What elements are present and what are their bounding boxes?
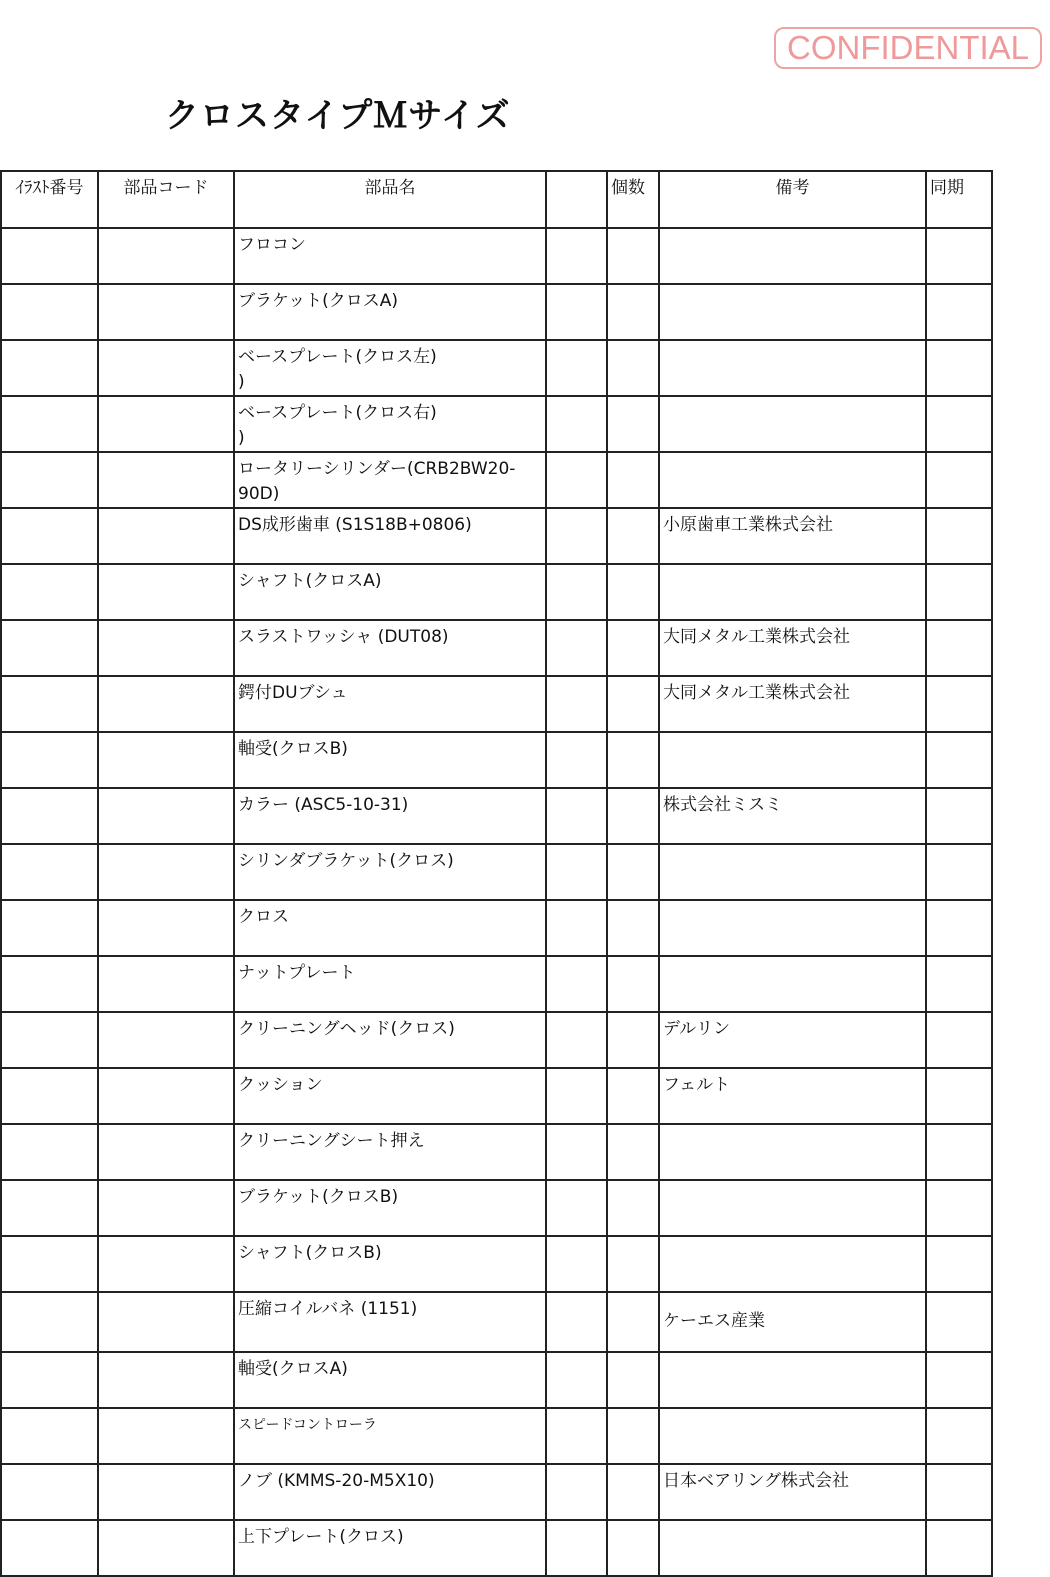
part-code-cell — [98, 1012, 234, 1068]
part-name-cell: 上下プレート(クロス) — [234, 1520, 546, 1576]
table-row — [1, 1124, 992, 1180]
qty-cell — [607, 1180, 659, 1236]
header-part-name: 部品名 — [234, 171, 546, 228]
part-code-cell — [98, 340, 234, 396]
illust-no-cell — [1, 396, 98, 452]
part-code-cell — [98, 1408, 234, 1464]
header-illust-no: ｲﾗｽﾄ番号 — [1, 171, 98, 228]
part-code-cell — [98, 228, 234, 284]
part-name-cell: クリーニングシート押え — [234, 1124, 546, 1180]
part-name-cell: ロータリーシリンダー(CRB2BW20-90D) — [234, 452, 546, 508]
part-code-cell — [98, 732, 234, 788]
remarks-cell: フェルト — [659, 1068, 926, 1124]
part-code-cell — [98, 1520, 234, 1576]
qty-cell — [607, 1464, 659, 1520]
remarks-cell — [659, 284, 926, 340]
qty-cell — [607, 564, 659, 620]
sync-cell — [926, 452, 992, 508]
remarks-cell — [659, 844, 926, 900]
confidential-stamp: CONFIDENTIAL — [774, 27, 1042, 69]
part-name-cell: クッション — [234, 1068, 546, 1124]
illust-no-cell — [1, 508, 98, 564]
illust-no-cell — [1, 284, 98, 340]
table-row — [1, 564, 992, 620]
sync-cell — [926, 620, 992, 676]
blank-cell — [546, 1464, 607, 1520]
illust-no-cell — [1, 676, 98, 732]
qty-cell — [607, 956, 659, 1012]
sync-cell — [926, 1520, 992, 1576]
remarks-cell — [659, 1124, 926, 1180]
blank-cell — [546, 956, 607, 1012]
illust-no-cell — [1, 1408, 98, 1464]
remarks-cell: 大同メタル工業株式会社 — [659, 676, 926, 732]
table-row — [1, 620, 992, 676]
illust-no-cell — [1, 1352, 98, 1408]
sync-cell — [926, 956, 992, 1012]
blank-cell — [546, 564, 607, 620]
blank-cell — [546, 1292, 607, 1352]
illust-no-cell — [1, 1124, 98, 1180]
illust-no-cell — [1, 620, 98, 676]
part-name-cell: ブラケット(クロスB) — [234, 1180, 546, 1236]
illust-no-cell — [1, 1236, 98, 1292]
sync-cell — [926, 1292, 992, 1352]
illust-no-cell — [1, 564, 98, 620]
part-code-cell — [98, 844, 234, 900]
table-row — [1, 1180, 992, 1236]
sync-cell — [926, 788, 992, 844]
table-row — [1, 284, 992, 340]
blank-cell — [546, 284, 607, 340]
qty-cell — [607, 1236, 659, 1292]
blank-cell — [546, 1068, 607, 1124]
qty-cell — [607, 844, 659, 900]
table-row — [1, 1408, 992, 1464]
part-name-cell: スラストワッシャ (DUT08) — [234, 620, 546, 676]
part-name-cell: ナットプレート — [234, 956, 546, 1012]
blank-cell — [546, 1520, 607, 1576]
qty-cell — [607, 284, 659, 340]
table-row — [1, 1012, 992, 1068]
part-code-cell — [98, 900, 234, 956]
qty-cell — [607, 1292, 659, 1352]
header-blank — [546, 171, 607, 228]
parts-table-body — [1, 228, 992, 1576]
qty-cell — [607, 396, 659, 452]
illust-no-cell — [1, 788, 98, 844]
remarks-cell: 日本ベアリング株式会社 — [659, 1464, 926, 1520]
part-code-cell — [98, 1068, 234, 1124]
qty-cell — [607, 788, 659, 844]
remarks-cell — [659, 564, 926, 620]
part-name-cell: 鍔付DUブシュ — [234, 676, 546, 732]
blank-cell — [546, 788, 607, 844]
qty-cell — [607, 1124, 659, 1180]
part-name-cell: クロス — [234, 900, 546, 956]
illust-no-cell — [1, 1180, 98, 1236]
part-code-cell — [98, 1352, 234, 1408]
remarks-cell: 株式会社ミスミ — [659, 788, 926, 844]
blank-cell — [546, 1124, 607, 1180]
sync-cell — [926, 1124, 992, 1180]
sync-cell — [926, 1352, 992, 1408]
illust-no-cell — [1, 1292, 98, 1352]
remarks-cell — [659, 1352, 926, 1408]
qty-cell — [607, 508, 659, 564]
illust-no-cell — [1, 732, 98, 788]
sync-cell — [926, 1236, 992, 1292]
blank-cell — [546, 844, 607, 900]
qty-cell — [607, 900, 659, 956]
part-code-cell — [98, 788, 234, 844]
qty-cell — [607, 1068, 659, 1124]
blank-cell — [546, 1408, 607, 1464]
table-row — [1, 844, 992, 900]
part-name-cell: 軸受(クロスB) — [234, 732, 546, 788]
remarks-cell — [659, 452, 926, 508]
part-name-cell: 圧縮コイルバネ (1151) — [234, 1292, 546, 1352]
part-name-cell: スピードコントローラ — [234, 1408, 546, 1464]
sync-cell — [926, 1464, 992, 1520]
table-row — [1, 1236, 992, 1292]
remarks-cell — [659, 228, 926, 284]
part-name-cell: シャフト(クロスB) — [234, 1236, 546, 1292]
blank-cell — [546, 676, 607, 732]
table-row — [1, 508, 992, 564]
header-qty: 個数 — [607, 171, 659, 228]
blank-cell — [546, 620, 607, 676]
illust-no-cell — [1, 844, 98, 900]
table-row — [1, 1292, 992, 1352]
remarks-cell — [659, 1180, 926, 1236]
part-code-cell — [98, 620, 234, 676]
table-row — [1, 788, 992, 844]
blank-cell — [546, 1012, 607, 1068]
blank-cell — [546, 228, 607, 284]
remarks-cell: 大同メタル工業株式会社 — [659, 620, 926, 676]
part-code-cell — [98, 452, 234, 508]
blank-cell — [546, 1352, 607, 1408]
sync-cell — [926, 396, 992, 452]
sync-cell — [926, 508, 992, 564]
part-code-cell — [98, 284, 234, 340]
table-row — [1, 340, 992, 396]
illust-no-cell — [1, 340, 98, 396]
header-sync: 同期 — [926, 171, 992, 228]
part-code-cell — [98, 396, 234, 452]
qty-cell — [607, 620, 659, 676]
qty-cell — [607, 732, 659, 788]
remarks-cell — [659, 1408, 926, 1464]
part-name-cell: DS成形歯車 (S1S18B+0806) — [234, 508, 546, 564]
qty-cell — [607, 340, 659, 396]
part-name-cell: 軸受(クロスA) — [234, 1352, 546, 1408]
table-row — [1, 956, 992, 1012]
sync-cell — [926, 340, 992, 396]
remarks-cell: デルリン — [659, 1012, 926, 1068]
qty-cell — [607, 228, 659, 284]
remarks-cell — [659, 396, 926, 452]
illust-no-cell — [1, 1520, 98, 1576]
blank-cell — [546, 1180, 607, 1236]
sync-cell — [926, 1180, 992, 1236]
sync-cell — [926, 1408, 992, 1464]
table-row — [1, 396, 992, 452]
table-row — [1, 228, 992, 284]
remarks-cell — [659, 340, 926, 396]
remarks-cell: 小原歯車工業株式会社 — [659, 508, 926, 564]
blank-cell — [546, 732, 607, 788]
qty-cell — [607, 1012, 659, 1068]
remarks-cell — [659, 900, 926, 956]
qty-cell — [607, 1408, 659, 1464]
part-name-cell: ベースプレート(クロス左) ) — [234, 340, 546, 396]
table-row — [1, 1520, 992, 1576]
sync-cell — [926, 1068, 992, 1124]
part-code-cell — [98, 1236, 234, 1292]
qty-cell — [607, 1352, 659, 1408]
part-name-cell: ベースプレート(クロス右) ) — [234, 396, 546, 452]
blank-cell — [546, 340, 607, 396]
part-code-cell — [98, 1464, 234, 1520]
part-code-cell — [98, 508, 234, 564]
part-code-cell — [98, 676, 234, 732]
illust-no-cell — [1, 900, 98, 956]
qty-cell — [607, 1520, 659, 1576]
table-row — [1, 1068, 992, 1124]
blank-cell — [546, 396, 607, 452]
sync-cell — [926, 1012, 992, 1068]
remarks-cell — [659, 1520, 926, 1576]
part-name-cell: ブラケット(クロスA) — [234, 284, 546, 340]
sync-cell — [926, 844, 992, 900]
sync-cell — [926, 732, 992, 788]
qty-cell — [607, 452, 659, 508]
header-remarks: 備考 — [659, 171, 926, 228]
document-title: クロスタイプＭサイズ — [165, 96, 511, 136]
illust-no-cell — [1, 1068, 98, 1124]
parts-table — [0, 170, 993, 1577]
part-name-cell: ノブ (KMMS-20-M5X10) — [234, 1464, 546, 1520]
illust-no-cell — [1, 228, 98, 284]
header-row — [1, 171, 992, 228]
sync-cell — [926, 900, 992, 956]
table-row — [1, 452, 992, 508]
table-row — [1, 1464, 992, 1520]
illust-no-cell — [1, 1012, 98, 1068]
part-name-cell: クリーニングヘッド(クロス) — [234, 1012, 546, 1068]
blank-cell — [546, 452, 607, 508]
part-code-cell — [98, 1180, 234, 1236]
part-code-cell — [98, 564, 234, 620]
blank-cell — [546, 1236, 607, 1292]
sync-cell — [926, 284, 992, 340]
part-name-cell: フロコン — [234, 228, 546, 284]
blank-cell — [546, 900, 607, 956]
qty-cell — [607, 676, 659, 732]
header-part-code: 部品コード — [98, 171, 234, 228]
part-name-cell: カラー (ASC5-10-31) — [234, 788, 546, 844]
sync-cell — [926, 676, 992, 732]
remarks-cell — [659, 732, 926, 788]
remarks-cell: ケーエス産業 — [659, 1292, 926, 1352]
table-row — [1, 1352, 992, 1408]
illust-no-cell — [1, 956, 98, 1012]
table-row — [1, 676, 992, 732]
part-code-cell — [98, 956, 234, 1012]
part-code-cell — [98, 1124, 234, 1180]
sync-cell — [926, 564, 992, 620]
remarks-cell — [659, 956, 926, 1012]
remarks-cell — [659, 1236, 926, 1292]
part-name-cell: シリンダブラケット(クロス) — [234, 844, 546, 900]
sync-cell — [926, 228, 992, 284]
part-name-cell: シャフト(クロスA) — [234, 564, 546, 620]
table-row — [1, 900, 992, 956]
part-code-cell — [98, 1292, 234, 1352]
blank-cell — [546, 508, 607, 564]
illust-no-cell — [1, 452, 98, 508]
table-row — [1, 732, 992, 788]
illust-no-cell — [1, 1464, 98, 1520]
